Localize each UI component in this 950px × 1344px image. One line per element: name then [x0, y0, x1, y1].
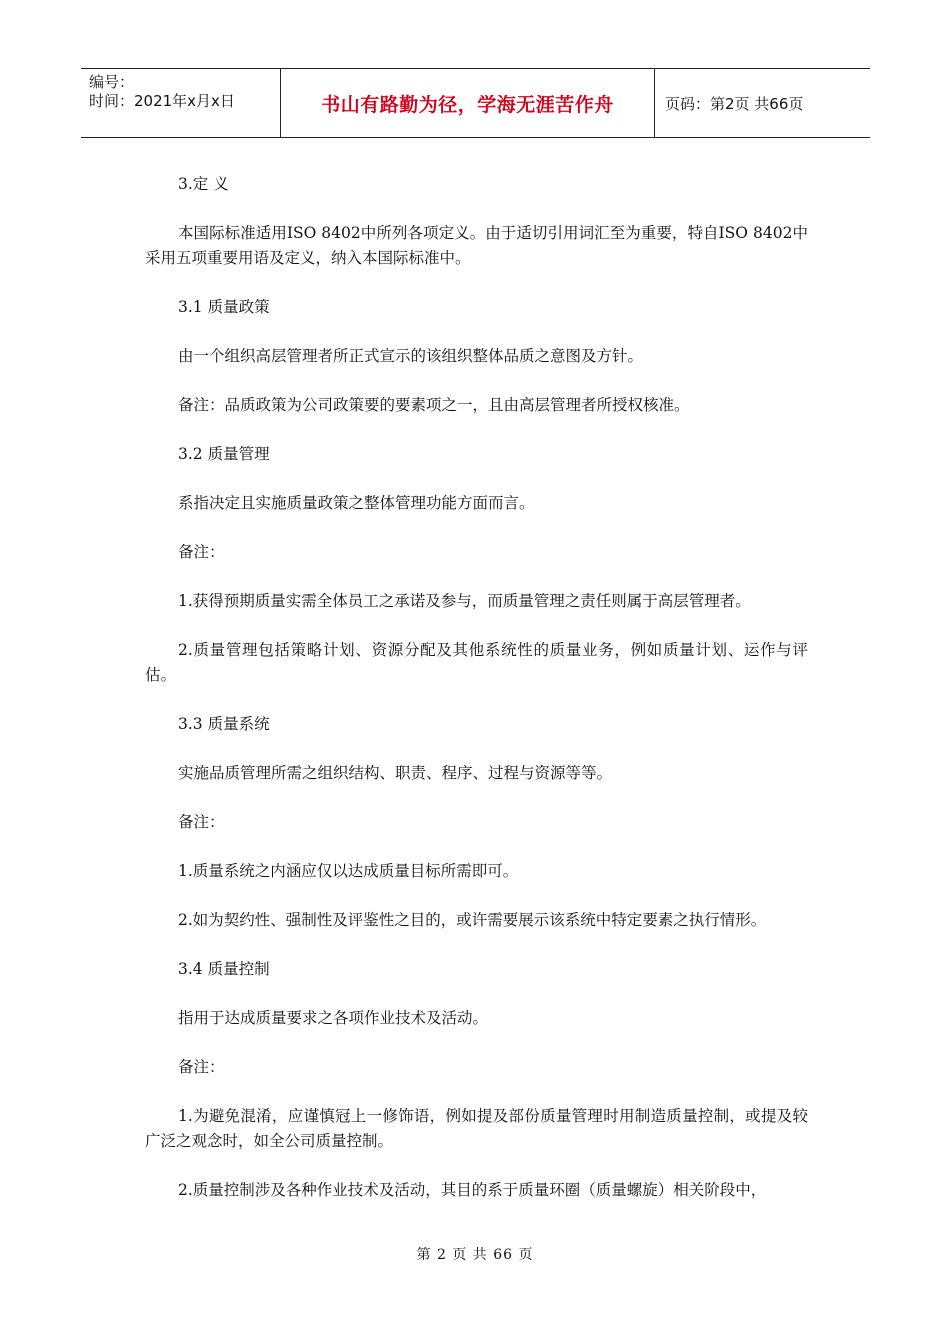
note-label: 备注： — [178, 813, 225, 831]
section-heading: 3.4 质量控制 — [178, 960, 270, 978]
header-meta — [81, 69, 281, 137]
header-page-number: 页码：第2页 共66页 — [665, 94, 804, 113]
time-label: 时间：2021年x月x日 — [89, 92, 235, 110]
note-item: 2.如为契约性、强制性及评鉴性之目的，或许需要展示该系统中特定要素之执行情形。 — [178, 911, 767, 929]
number-label: 编号： — [89, 73, 135, 91]
paragraph: 系指决定且实施质量政策之整体管理功能方面而言。 — [178, 494, 535, 512]
page-footer: 第 2 页 共 66 页 — [416, 1247, 534, 1263]
note-item: 2.质量管理包括策略计划、资源分配及其他系统性的质量业务，例如质量计划、运作与评估。 — [145, 641, 808, 684]
note-item: 1.质量系统之内涵应仅以达成质量目标所需即可。 — [178, 862, 519, 880]
section-heading: 3.3 质量系统 — [178, 715, 270, 733]
note-label: 备注： — [178, 1058, 225, 1076]
section-heading: 3.2 质量管理 — [178, 445, 270, 463]
note-label: 备注： — [178, 543, 225, 561]
paragraph: 本国际标准适用ISO 8402中所列各项定义。由于适切引用词汇至为重要，特自ISO 8402中采用五项重要用语及定义，纳入本国际标准中。 — [145, 224, 808, 267]
document-body — [145, 172, 808, 1227]
note-item: 1.为避免混淆，应谨慎冠上一修饰语，例如提及部份质量管理时用制造质量控制，或提及较广泛之观念时，如全公司质量控制。 — [145, 1107, 808, 1150]
header-motto: 书山有路勤为径，学海无涯苦作舟 — [281, 69, 655, 137]
paragraph: 实施品质管理所需之组织结构、职责、程序、过程与资源等等。 — [178, 764, 613, 782]
note-paragraph: 备注：品质政策为公司政策要的要素项之一，且由高层管理者所授权核准。 — [178, 396, 690, 414]
note-item: 2.质量控制涉及各种作业技术及活动，其目的系于质量环圈（质量螺旋）相关阶段中， — [178, 1181, 767, 1199]
note-item: 1.获得预期质量实需全体员工之承诺及参与，而质量管理之责任则属于高层管理者。 — [178, 592, 751, 610]
page-header — [81, 68, 870, 138]
section-heading: 3.定 义 — [178, 175, 229, 193]
paragraph: 由一个组织高层管理者所正式宣示的该组织整体品质之意图及方针。 — [178, 347, 644, 365]
section-heading: 3.1 质量政策 — [178, 298, 270, 316]
paragraph: 指用于达成质量要求之各项作业技术及活动。 — [178, 1009, 489, 1027]
